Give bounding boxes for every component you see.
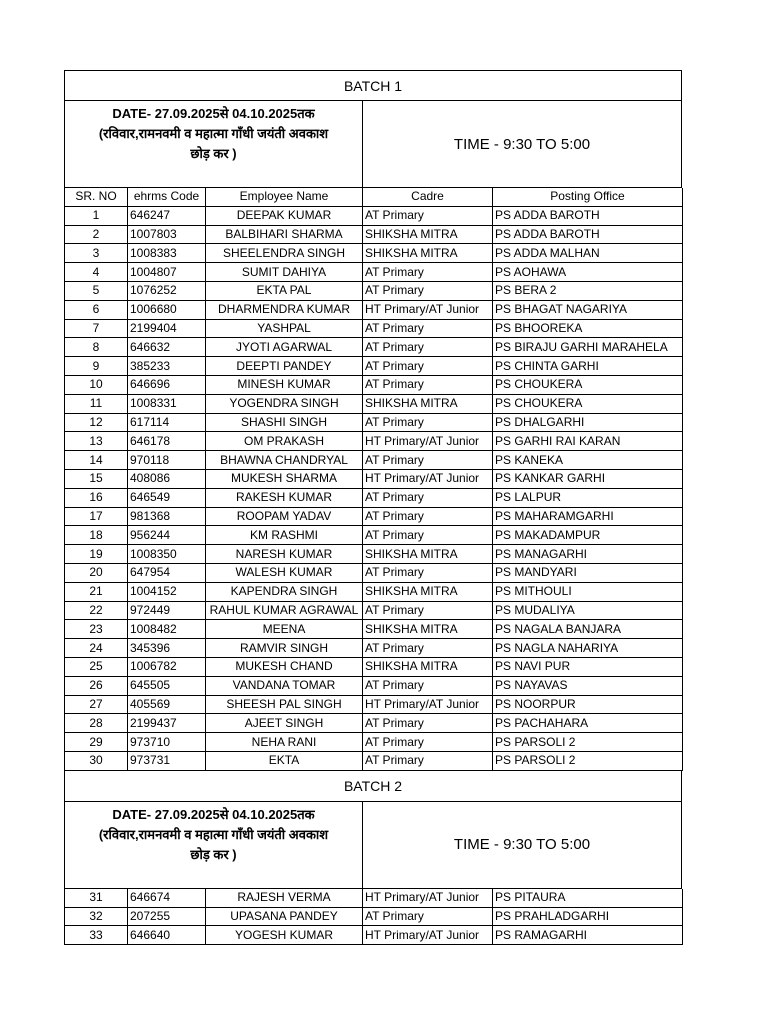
ehrms-code-cell: 645505 xyxy=(128,676,206,695)
cadre-cell: AT Primary xyxy=(363,263,493,282)
ehrms-code-cell: 956244 xyxy=(128,526,206,545)
ehrms-code-cell: 1006782 xyxy=(128,657,206,676)
date-cell xyxy=(65,802,363,888)
cadre-cell: SHIKSHA MITRA xyxy=(363,657,493,676)
posting-office-cell: PS MITHOULI xyxy=(493,582,683,601)
table-row xyxy=(65,507,683,526)
ehrms-code-cell: 646632 xyxy=(128,338,206,357)
employee-name-cell: KAPENDRA SINGH xyxy=(206,582,363,601)
header-cadre: Cadre xyxy=(363,188,493,206)
ehrms-code-cell: 1008383 xyxy=(128,244,206,263)
employee-name-cell: DEEPTI PANDEY xyxy=(206,357,363,376)
batch-info xyxy=(64,101,682,188)
cadre-cell: SHIKSHA MITRA xyxy=(363,582,493,601)
sr-no-cell: 2 xyxy=(65,225,128,244)
table-row xyxy=(65,338,683,357)
posting-office-cell: PS NOORPUR xyxy=(493,695,683,714)
employee-name-cell: NARESH KUMAR xyxy=(206,545,363,564)
posting-office-cell: PS PARSOLI 2 xyxy=(493,751,683,770)
posting-office-cell: PS PITAURA xyxy=(493,889,683,907)
posting-office-cell: PS BHAGAT NAGARIYA xyxy=(493,300,683,319)
posting-office-cell: PS KANEKA xyxy=(493,451,683,470)
sr-no-cell: 15 xyxy=(65,469,128,488)
employee-name-cell: YOGENDRA SINGH xyxy=(206,394,363,413)
ehrms-code-cell: 981368 xyxy=(128,507,206,526)
table-row xyxy=(65,394,683,413)
cadre-cell: AT Primary xyxy=(363,507,493,526)
sr-no-cell: 16 xyxy=(65,488,128,507)
cadre-cell: HT Primary/AT Junior xyxy=(363,889,493,907)
table-row xyxy=(65,263,683,282)
cadre-cell: AT Primary xyxy=(363,601,493,620)
table-header-row xyxy=(65,188,683,206)
cadre-cell: AT Primary xyxy=(363,281,493,300)
ehrms-code-cell: 973731 xyxy=(128,751,206,770)
table-row xyxy=(65,907,683,926)
batch-title: BATCH 2 xyxy=(64,771,682,802)
posting-office-cell: PS PRAHLADGARHI xyxy=(493,907,683,926)
sr-no-cell: 28 xyxy=(65,714,128,733)
employee-name-cell: BHAWNA CHANDRYAL xyxy=(206,451,363,470)
table-row xyxy=(65,889,683,907)
sr-no-cell: 23 xyxy=(65,620,128,639)
date-line: DATE- 27.09.2025से 04.10.2025तक xyxy=(112,106,315,121)
table-row xyxy=(65,488,683,507)
ehrms-code-cell: 617114 xyxy=(128,413,206,432)
date-line: DATE- 27.09.2025से 04.10.2025तक xyxy=(112,806,315,822)
table-row xyxy=(65,375,683,394)
employee-name-cell: SHASHI SINGH xyxy=(206,413,363,432)
sr-no-cell: 33 xyxy=(65,926,128,945)
posting-office-cell: PS PACHAHARA xyxy=(493,714,683,733)
posting-office-cell: PS ADDA MALHAN xyxy=(493,244,683,263)
posting-office-cell: PS GARHI RAI KARAN xyxy=(493,432,683,451)
ehrms-code-cell: 646696 xyxy=(128,375,206,394)
header-sr-no: SR. NO xyxy=(65,188,128,206)
posting-office-cell: PS MAKADAMPUR xyxy=(493,526,683,545)
sr-no-cell: 6 xyxy=(65,300,128,319)
employee-name-cell: NEHA RANI xyxy=(206,733,363,752)
ehrms-code-cell: 2199437 xyxy=(128,714,206,733)
date-cell xyxy=(65,101,363,187)
cadre-cell: AT Primary xyxy=(363,357,493,376)
employee-name-cell: MUKESH SHARMA xyxy=(206,469,363,488)
cadre-cell: AT Primary xyxy=(363,639,493,658)
table-row xyxy=(65,225,683,244)
sr-no-cell: 18 xyxy=(65,526,128,545)
cadre-cell: HT Primary/AT Junior xyxy=(363,926,493,945)
employee-name-cell: DEEPAK KUMAR xyxy=(206,206,363,225)
employee-name-cell: MINESH KUMAR xyxy=(206,375,363,394)
table-row xyxy=(65,281,683,300)
sr-no-cell: 22 xyxy=(65,601,128,620)
table-row xyxy=(65,582,683,601)
employee-name-cell: UPASANA PANDEY xyxy=(206,907,363,926)
sr-no-cell: 27 xyxy=(65,695,128,714)
sr-no-cell: 21 xyxy=(65,582,128,601)
employee-name-cell: SUMIT DAHIYA xyxy=(206,263,363,282)
batch-1-rows xyxy=(65,206,683,770)
employee-name-cell: VANDANA TOMAR xyxy=(206,676,363,695)
posting-office-cell: PS RAMAGARHI xyxy=(493,926,683,945)
cadre-cell: AT Primary xyxy=(363,413,493,432)
sr-no-cell: 1 xyxy=(65,206,128,225)
posting-office-cell: PS ADDA BAROTH xyxy=(493,206,683,225)
cadre-cell: AT Primary xyxy=(363,451,493,470)
sr-no-cell: 31 xyxy=(65,889,128,907)
ehrms-code-cell: 1008350 xyxy=(128,545,206,564)
posting-office-cell: PS KANKAR GARHI xyxy=(493,469,683,488)
ehrms-code-cell: 1007803 xyxy=(128,225,206,244)
employee-name-cell: YASHPAL xyxy=(206,319,363,338)
posting-office-cell: PS PARSOLI 2 xyxy=(493,733,683,752)
employee-name-cell: EKTA xyxy=(206,751,363,770)
batch-2-rows xyxy=(65,889,683,945)
cadre-cell: AT Primary xyxy=(363,733,493,752)
cadre-cell: SHIKSHA MITRA xyxy=(363,620,493,639)
employee-name-cell: RAKESH KUMAR xyxy=(206,488,363,507)
cadre-cell: AT Primary xyxy=(363,676,493,695)
employee-name-cell: KM RASHMI xyxy=(206,526,363,545)
ehrms-code-cell: 1006680 xyxy=(128,300,206,319)
table-row xyxy=(65,244,683,263)
posting-office-cell: PS NAVI PUR xyxy=(493,657,683,676)
batch-1-table xyxy=(64,188,683,771)
posting-office-cell: PS DHALGARHI xyxy=(493,413,683,432)
sr-no-cell: 12 xyxy=(65,413,128,432)
employee-name-cell: RAJESH VERMA xyxy=(206,889,363,907)
cadre-cell: SHIKSHA MITRA xyxy=(363,545,493,564)
sr-no-cell: 7 xyxy=(65,319,128,338)
sr-no-cell: 19 xyxy=(65,545,128,564)
ehrms-code-cell: 385233 xyxy=(128,357,206,376)
sr-no-cell: 20 xyxy=(65,563,128,582)
cadre-cell: HT Primary/AT Junior xyxy=(363,300,493,319)
posting-office-cell: PS CHINTA GARHI xyxy=(493,357,683,376)
cadre-cell: AT Primary xyxy=(363,751,493,770)
cadre-cell: HT Primary/AT Junior xyxy=(363,432,493,451)
employee-name-cell: EKTA PAL xyxy=(206,281,363,300)
posting-office-cell: PS AOHAWA xyxy=(493,263,683,282)
table-row xyxy=(65,620,683,639)
posting-office-cell: PS ADDA BAROTH xyxy=(493,225,683,244)
table-row xyxy=(65,657,683,676)
cadre-cell: AT Primary xyxy=(363,375,493,394)
sr-no-cell: 4 xyxy=(65,263,128,282)
sr-no-cell: 13 xyxy=(65,432,128,451)
employee-name-cell: RAHUL KUMAR AGRAWAL xyxy=(206,601,363,620)
posting-office-cell: PS CHOUKERA xyxy=(493,394,683,413)
cadre-cell: SHIKSHA MITRA xyxy=(363,225,493,244)
employee-name-cell: ROOPAM YADAV xyxy=(206,507,363,526)
posting-office-cell: PS NAYAVAS xyxy=(493,676,683,695)
employee-name-cell: MEENA xyxy=(206,620,363,639)
employee-name-cell: OM PRAKASH xyxy=(206,432,363,451)
posting-office-cell: PS NAGLA NAHARIYA xyxy=(493,639,683,658)
ehrms-code-cell: 646549 xyxy=(128,488,206,507)
employee-name-cell: DHARMENDRA KUMAR xyxy=(206,300,363,319)
header-ehrms-code: ehrms Code xyxy=(128,188,206,206)
employee-name-cell: WALESH KUMAR xyxy=(206,563,363,582)
sr-no-cell: 8 xyxy=(65,338,128,357)
ehrms-code-cell: 972449 xyxy=(128,601,206,620)
time-cell: TIME - 9:30 TO 5:00 xyxy=(453,836,591,854)
employee-name-cell: BALBIHARI SHARMA xyxy=(206,225,363,244)
ehrms-code-cell: 647954 xyxy=(128,563,206,582)
table-row xyxy=(65,206,683,225)
holiday-note-line: छोड़ कर ) xyxy=(190,146,237,161)
employee-name-cell: SHEESH PAL SINGH xyxy=(206,695,363,714)
table-row xyxy=(65,469,683,488)
sr-no-cell: 32 xyxy=(65,907,128,926)
posting-office-cell: PS MANDYARI xyxy=(493,563,683,582)
cadre-cell: AT Primary xyxy=(363,526,493,545)
posting-office-cell: PS BERA 2 xyxy=(493,281,683,300)
sr-no-cell: 30 xyxy=(65,751,128,770)
cadre-cell: SHIKSHA MITRA xyxy=(363,394,493,413)
cadre-cell: AT Primary xyxy=(363,563,493,582)
cadre-cell: HT Primary/AT Junior xyxy=(363,695,493,714)
cadre-cell: AT Primary xyxy=(363,714,493,733)
batch-title: BATCH 1 xyxy=(64,70,682,101)
sr-no-cell: 26 xyxy=(65,676,128,695)
table-row xyxy=(65,300,683,319)
sr-no-cell: 25 xyxy=(65,657,128,676)
batch-2-table xyxy=(64,889,683,945)
table-row xyxy=(65,695,683,714)
posting-office-cell: PS CHOUKERA xyxy=(493,375,683,394)
table-row xyxy=(65,751,683,770)
header-posting-office: Posting Office xyxy=(493,188,683,206)
sr-no-cell: 17 xyxy=(65,507,128,526)
sr-no-cell: 29 xyxy=(65,733,128,752)
posting-office-cell: PS BHOOREKA xyxy=(493,319,683,338)
posting-office-cell: PS MUDALIYA xyxy=(493,601,683,620)
ehrms-code-cell: 207255 xyxy=(128,907,206,926)
employee-name-cell: MUKESH CHAND xyxy=(206,657,363,676)
sr-no-cell: 9 xyxy=(65,357,128,376)
table-row xyxy=(65,714,683,733)
ehrms-code-cell: 973710 xyxy=(128,733,206,752)
table-row xyxy=(65,451,683,470)
employee-name-cell: SHEELENDRA SINGH xyxy=(206,244,363,263)
training-schedule-document xyxy=(64,70,682,945)
posting-office-cell: PS NAGALA BANJARA xyxy=(493,620,683,639)
cadre-cell: AT Primary xyxy=(363,907,493,926)
ehrms-code-cell: 646674 xyxy=(128,889,206,907)
ehrms-code-cell: 1076252 xyxy=(128,281,206,300)
sr-no-cell: 14 xyxy=(65,451,128,470)
sr-no-cell: 24 xyxy=(65,639,128,658)
holiday-note-line: (रविवार,रामनवमी व महात्मा गाँधी जयंती अवकाश xyxy=(98,126,329,141)
employee-name-cell: JYOTI AGARWAL xyxy=(206,338,363,357)
ehrms-code-cell: 646640 xyxy=(128,926,206,945)
table-row xyxy=(65,926,683,945)
table-row xyxy=(65,319,683,338)
holiday-note-line: छोड़ कर ) xyxy=(190,846,237,862)
posting-office-cell: PS MAHARAMGARHI xyxy=(493,507,683,526)
time-cell: TIME - 9:30 TO 5:00 xyxy=(453,135,591,153)
sr-no-cell: 5 xyxy=(65,281,128,300)
ehrms-code-cell: 646178 xyxy=(128,432,206,451)
table-row xyxy=(65,639,683,658)
sr-no-cell: 11 xyxy=(65,394,128,413)
posting-office-cell: PS MANAGARHI xyxy=(493,545,683,564)
table-row xyxy=(65,526,683,545)
table-row xyxy=(65,733,683,752)
sr-no-cell: 10 xyxy=(65,375,128,394)
cadre-cell: HT Primary/AT Junior xyxy=(363,469,493,488)
ehrms-code-cell: 646247 xyxy=(128,206,206,225)
ehrms-code-cell: 1008331 xyxy=(128,394,206,413)
ehrms-code-cell: 345396 xyxy=(128,639,206,658)
table-row xyxy=(65,601,683,620)
posting-office-cell: PS BIRAJU GARHI MARAHELA xyxy=(493,338,683,357)
cadre-cell: AT Primary xyxy=(363,319,493,338)
table-row xyxy=(65,432,683,451)
ehrms-code-cell: 2199404 xyxy=(128,319,206,338)
table-row xyxy=(65,413,683,432)
ehrms-code-cell: 1004807 xyxy=(128,263,206,282)
table-row xyxy=(65,357,683,376)
ehrms-code-cell: 408086 xyxy=(128,469,206,488)
ehrms-code-cell: 405569 xyxy=(128,695,206,714)
table-row xyxy=(65,676,683,695)
batch-info xyxy=(64,802,682,889)
header-employee-name: Employee Name xyxy=(206,188,363,206)
cadre-cell: AT Primary xyxy=(363,338,493,357)
employee-name-cell: AJEET SINGH xyxy=(206,714,363,733)
ehrms-code-cell: 1008482 xyxy=(128,620,206,639)
table-row xyxy=(65,545,683,564)
holiday-note-line: (रविवार,रामनवमी व महात्मा गाँधी जयंती अवकाश xyxy=(98,826,329,842)
posting-office-cell: PS LALPUR xyxy=(493,488,683,507)
cadre-cell: AT Primary xyxy=(363,206,493,225)
table-row xyxy=(65,563,683,582)
cadre-cell: AT Primary xyxy=(363,488,493,507)
ehrms-code-cell: 1004152 xyxy=(128,582,206,601)
ehrms-code-cell: 970118 xyxy=(128,451,206,470)
employee-name-cell: RAMVIR SINGH xyxy=(206,639,363,658)
employee-name-cell: YOGESH KUMAR xyxy=(206,926,363,945)
sr-no-cell: 3 xyxy=(65,244,128,263)
cadre-cell: SHIKSHA MITRA xyxy=(363,244,493,263)
